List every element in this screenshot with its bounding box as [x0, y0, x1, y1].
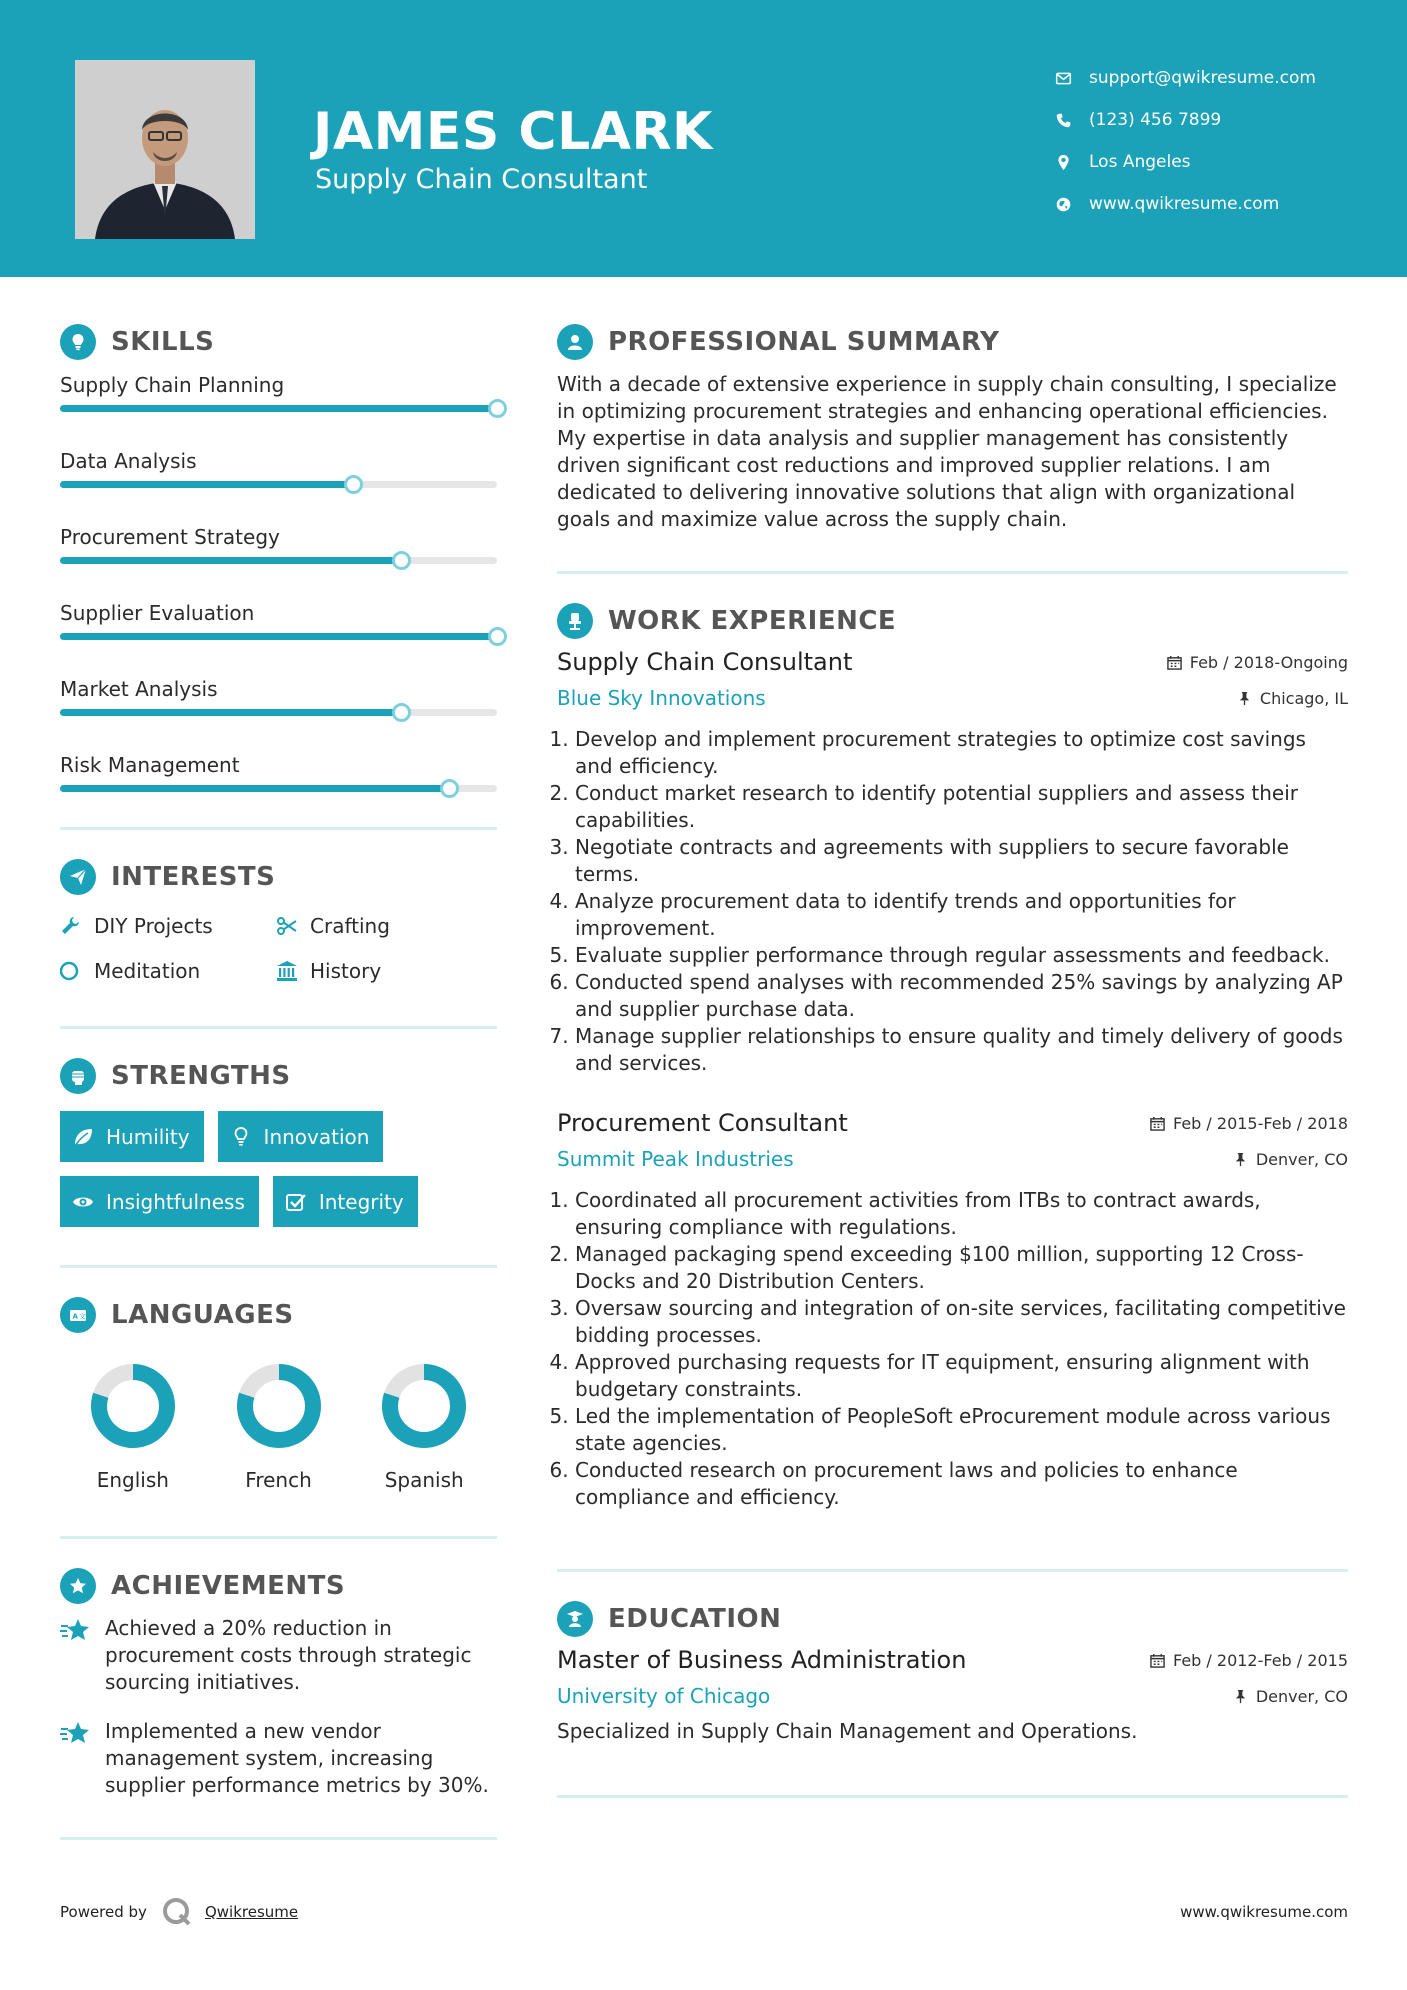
- fist-icon: [68, 1066, 88, 1086]
- calendar-icon: [1150, 1116, 1165, 1131]
- interest-label: History: [310, 958, 382, 983]
- scissors-icon: [276, 915, 298, 937]
- strength-tag: [60, 1176, 259, 1227]
- language-donut-chart: [233, 1360, 325, 1452]
- interest-item: [276, 957, 496, 984]
- contact-location: [1055, 141, 1385, 183]
- skills-section: [60, 325, 497, 815]
- job-entry: [557, 1109, 1348, 1511]
- job-date-text: Feb / 2015-Feb / 2018: [1173, 1114, 1348, 1133]
- section-divider: [60, 827, 497, 830]
- skill-bar-fill: [60, 481, 353, 488]
- education-location-text: Denver, CO: [1255, 1686, 1348, 1706]
- skill-item: [60, 739, 497, 815]
- achievement-item: [60, 1615, 497, 1696]
- achievements-section: [60, 1569, 497, 1799]
- language-icon: [68, 1305, 88, 1325]
- skill-bar-knob: [488, 399, 507, 418]
- job-location: [1237, 689, 1348, 708]
- skill-item: [60, 511, 497, 587]
- skill-item: [60, 587, 497, 663]
- interests-title: INTERESTS: [111, 862, 276, 892]
- education-location: [1233, 1687, 1348, 1706]
- job-location-text: Denver, CO: [1255, 1149, 1348, 1169]
- star-icon: [60, 1720, 92, 1748]
- star-badge-icon: [68, 1576, 88, 1596]
- powered-by-label: Powered by: [60, 1903, 147, 1921]
- skill-bar-knob: [392, 703, 411, 722]
- summary-section: [557, 325, 1348, 533]
- achievements-title: ACHIEVEMENTS: [111, 1571, 346, 1601]
- education-date: [1150, 1651, 1348, 1670]
- section-divider: [60, 1536, 497, 1539]
- qwikresume-logo-icon: [161, 1896, 193, 1928]
- strengths-title: STRENGTHS: [111, 1061, 291, 1091]
- checkbox-icon: [285, 1191, 307, 1213]
- lightbulb-icon: [230, 1126, 252, 1148]
- contact-website-text: www.qwikresume.com: [1089, 194, 1280, 214]
- degree-title: Master of Business Administration: [557, 1646, 967, 1674]
- strength-tag: [60, 1111, 204, 1162]
- strengths-heading: [60, 1059, 497, 1093]
- education-heading: [557, 1602, 1348, 1636]
- duty-item: 5. Led the implementation of PeopleSoft eProcurement module across various state agencies.: [575, 1403, 1348, 1457]
- skill-name: Data Analysis: [60, 449, 197, 473]
- section-divider: [60, 1265, 497, 1268]
- candidate-name: JAMES CLARK: [313, 102, 713, 162]
- duties-list: [557, 1187, 1348, 1511]
- language-name: Spanish: [384, 1468, 464, 1492]
- duty-item: 4. Approved purchasing requests for IT equipment, ensuring alignment with budgetary constraints.: [575, 1349, 1348, 1403]
- globe-icon: [1055, 196, 1072, 213]
- section-divider: [557, 571, 1348, 574]
- powered-by: [60, 1896, 298, 1928]
- languages-heading: [60, 1298, 497, 1332]
- achievements-heading: [60, 1569, 497, 1603]
- interests-section: [60, 860, 497, 984]
- languages-list: [60, 1360, 497, 1492]
- skill-bar: [60, 405, 497, 412]
- skill-bar-fill: [60, 405, 497, 412]
- languages-section: [60, 1298, 497, 1492]
- job-entry: [557, 648, 1348, 1077]
- eye-icon: [72, 1191, 94, 1213]
- interest-item: [60, 912, 276, 939]
- achievement-text: Achieved a 20% reduction in procurement costs through strategic sourcing initiatives.: [105, 1616, 472, 1694]
- contact-phone-text: (123) 456 7899: [1089, 110, 1222, 130]
- leaf-icon: [72, 1126, 94, 1148]
- skill-bar-fill: [60, 709, 401, 716]
- contact-location-text: Los Angeles: [1089, 152, 1191, 172]
- skills-heading: [60, 325, 497, 359]
- duty-item: 1. Develop and implement procurement strategies to optimize cost savings and efficiency.: [575, 726, 1348, 780]
- interest-item: [276, 912, 496, 939]
- duty-item: 2. Managed packaging spend exceeding $100 million, supporting 12 Cross-Docks and 20 Distribution Centers.: [575, 1241, 1348, 1295]
- language-donut-chart: [378, 1360, 470, 1452]
- strength-label: Humility: [106, 1124, 190, 1149]
- interest-label: Meditation: [94, 958, 201, 983]
- duty-item: 3. Negotiate contracts and agreements with suppliers to secure favorable terms.: [575, 834, 1348, 888]
- svg-text:文: 文: [79, 1312, 86, 1321]
- school-name: University of Chicago: [557, 1684, 771, 1708]
- skills-title: SKILLS: [111, 327, 215, 357]
- duty-item: 4. Analyze procurement data to identify trends and opportunities for improvement.: [575, 888, 1348, 942]
- duty-item: 7. Manage supplier relationships to ensure quality and timely delivery of goods and services.: [575, 1023, 1348, 1077]
- strengths-section: [60, 1059, 497, 1227]
- skill-bar: [60, 709, 497, 716]
- skill-item: [60, 663, 497, 739]
- interests-list: [60, 912, 497, 984]
- profile-photo: [75, 60, 255, 239]
- duties-list: [557, 726, 1348, 1077]
- wrench-icon: [60, 915, 82, 937]
- job-date-text: Feb / 2018-Ongoing: [1189, 653, 1348, 672]
- museum-icon: [276, 960, 298, 982]
- skill-bar-knob: [392, 551, 411, 570]
- pushpin-icon: [1237, 691, 1252, 706]
- skill-bar: [60, 785, 497, 792]
- skill-name: Market Analysis: [60, 677, 218, 701]
- candidate-title: Supply Chain Consultant: [315, 164, 648, 195]
- language-item: [206, 1360, 352, 1492]
- interests-heading: [60, 860, 497, 894]
- job-date: [1167, 653, 1348, 672]
- skill-bar-fill: [60, 633, 497, 640]
- footer-website[interactable]: www.qwikresume.com: [1180, 1903, 1348, 1921]
- contact-website[interactable]: [1055, 183, 1385, 225]
- office-chair-icon: [565, 611, 585, 631]
- duty-item: 6. Conducted research on procurement laws and policies to enhance compliance and efficiency.: [575, 1457, 1348, 1511]
- section-divider: [557, 1569, 1348, 1572]
- education-section: [557, 1602, 1348, 1745]
- duty-item: 6. Conducted spend analyses with recommended 25% savings by analyzing AP and supplier purchase data.: [575, 969, 1348, 1023]
- strengths-tags: [60, 1111, 480, 1227]
- star-icon: [60, 1617, 92, 1645]
- duty-item: 2. Conduct market research to identify potential suppliers and assess their capabilities.: [575, 780, 1348, 834]
- skill-name: Supply Chain Planning: [60, 373, 285, 397]
- skill-bar-knob: [344, 475, 363, 494]
- paper-plane-icon: [68, 867, 88, 887]
- skill-bar-knob: [440, 779, 459, 798]
- skill-name: Procurement Strategy: [60, 525, 280, 549]
- skill-name: Supplier Evaluation: [60, 601, 255, 625]
- summary-text: With a decade of extensive experience in supply chain consulting, I specialize in optimizing procurement strategies and enhancing operational efficiencies. My expertise in data analysis and supplier management has consistently driven significant cost reductions and improved supplier relations. I am dedicated to delivering innovative solutions that align with organizational goals and maximize value across the supply chain.: [557, 372, 1337, 531]
- language-name: English: [96, 1468, 169, 1492]
- duty-item: 3. Oversaw sourcing and integration of on-site services, facilitating competitive bidding processes.: [575, 1295, 1348, 1349]
- strength-label: Integrity: [318, 1189, 404, 1214]
- achievement-text: Implemented a new vendor management system, increasing supplier performance metrics by 30%.: [105, 1719, 489, 1797]
- skill-bar-fill: [60, 557, 401, 564]
- skill-item: [60, 359, 497, 435]
- experience-section: [557, 604, 1348, 1511]
- strength-tag: [273, 1176, 418, 1227]
- duty-item: 5. Evaluate supplier performance through regular assessments and feedback.: [575, 942, 1348, 969]
- skills-list: [60, 359, 497, 815]
- interest-label: DIY Projects: [94, 913, 213, 938]
- right-column: [557, 325, 1348, 1798]
- education-title: EDUCATION: [608, 1604, 782, 1634]
- phone-icon: [1055, 112, 1072, 129]
- duty-item: 1. Coordinated all procurement activities from ITBs to contract awards, ensuring compliance with regulations.: [575, 1187, 1348, 1241]
- skill-bar-fill: [60, 785, 449, 792]
- skill-bar: [60, 557, 497, 564]
- circle-icon: [60, 960, 82, 982]
- skill-bar-knob: [488, 627, 507, 646]
- location-pin-icon: [1055, 154, 1072, 171]
- company-name: Summit Peak Industries: [557, 1147, 794, 1171]
- section-divider: [60, 1837, 497, 1840]
- contact-list: [1055, 57, 1385, 225]
- calendar-icon: [1167, 655, 1182, 670]
- job-title: Supply Chain Consultant: [557, 648, 853, 676]
- left-column: [60, 325, 497, 1840]
- skill-bar: [60, 633, 497, 640]
- language-donut-chart: [87, 1360, 179, 1452]
- company-name: Blue Sky Innovations: [557, 686, 766, 710]
- contact-email[interactable]: [1055, 57, 1385, 99]
- language-item: [351, 1360, 497, 1492]
- languages-title: LANGUAGES: [111, 1300, 294, 1330]
- interest-label: Crafting: [310, 913, 390, 938]
- calendar-icon: [1150, 1653, 1165, 1668]
- language-name: French: [245, 1468, 312, 1492]
- user-icon: [565, 332, 585, 352]
- education-entry: [557, 1646, 1348, 1745]
- brand-link[interactable]: Qwikresume: [204, 1903, 299, 1921]
- strength-label: Innovation: [263, 1124, 370, 1149]
- skill-item: [60, 435, 497, 511]
- summary-heading: [557, 325, 1348, 359]
- graduate-icon: [565, 1609, 585, 1629]
- svg-text:A: A: [72, 1312, 78, 1321]
- education-date-text: Feb / 2012-Feb / 2015: [1173, 1651, 1348, 1670]
- job-date: [1150, 1114, 1348, 1133]
- strength-tag: [218, 1111, 384, 1162]
- skill-name: Risk Management: [60, 753, 240, 777]
- job-location: [1233, 1150, 1348, 1169]
- email-icon: [1055, 70, 1072, 87]
- page-footer: [60, 1882, 1348, 1942]
- interest-item: [60, 957, 276, 984]
- lightbulb-icon: [68, 332, 88, 352]
- pushpin-icon: [1233, 1689, 1248, 1704]
- achievements-list: [60, 1615, 497, 1799]
- skill-bar: [60, 481, 497, 488]
- job-location-text: Chicago, IL: [1259, 688, 1348, 708]
- resume-header: [0, 0, 1407, 277]
- experience-title: WORK EXPERIENCE: [608, 606, 897, 636]
- pushpin-icon: [1233, 1152, 1248, 1167]
- language-item: [60, 1360, 206, 1492]
- contact-phone[interactable]: [1055, 99, 1385, 141]
- job-title: Procurement Consultant: [557, 1109, 848, 1137]
- contact-email-text: support@qwikresume.com: [1089, 68, 1316, 88]
- experience-heading: [557, 604, 1348, 638]
- achievement-item: [60, 1718, 497, 1799]
- strength-label: Insightfulness: [106, 1189, 245, 1214]
- section-divider: [557, 1795, 1348, 1798]
- person-silhouette-icon: [75, 60, 255, 239]
- section-divider: [60, 1026, 497, 1029]
- summary-title: PROFESSIONAL SUMMARY: [608, 327, 1000, 357]
- education-description: Specialized in Supply Chain Management and Operations.: [557, 1719, 1138, 1743]
